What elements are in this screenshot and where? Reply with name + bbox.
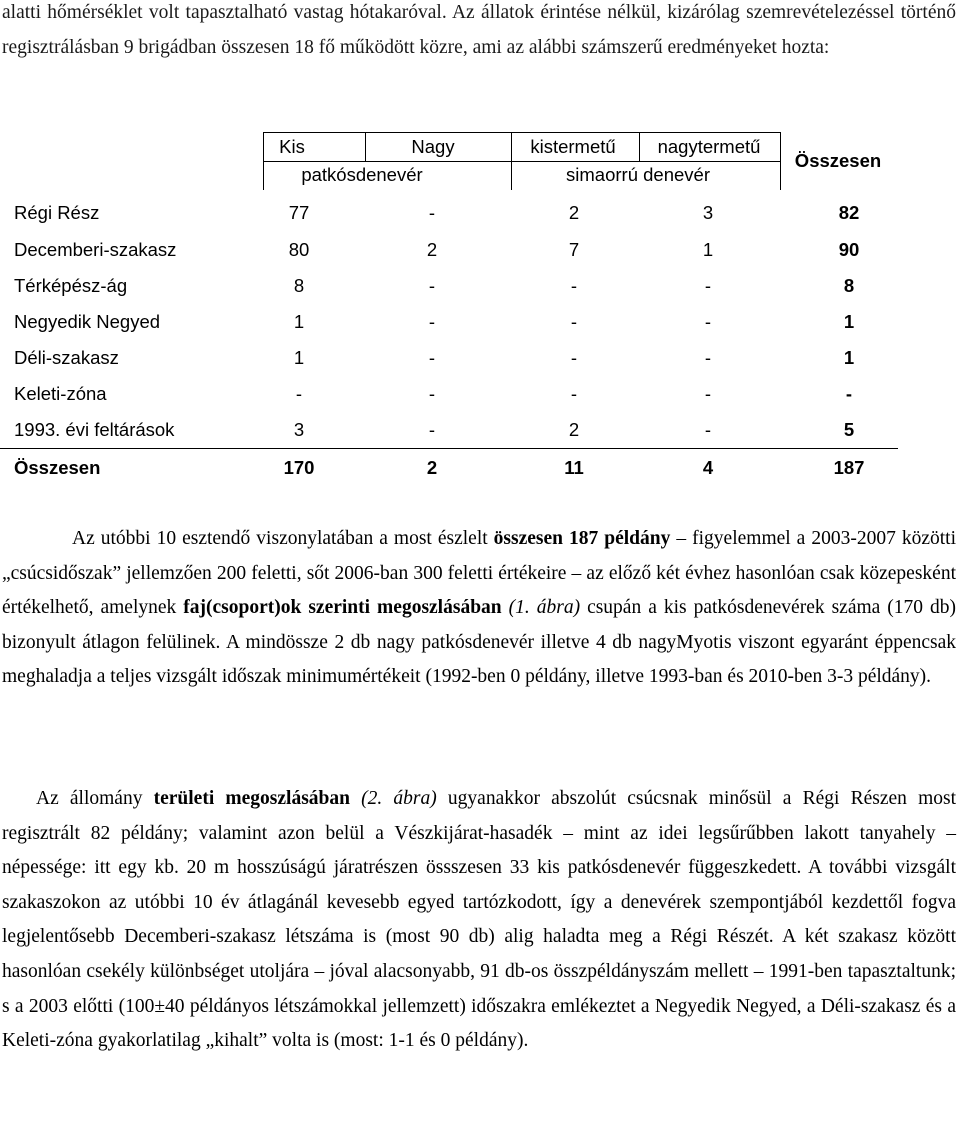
- cell-total: 82: [838, 202, 860, 223]
- cell-nagyter: -: [704, 419, 712, 440]
- row-label: 1993. évi feltárások: [14, 419, 175, 440]
- cell-kister: 7: [568, 239, 580, 260]
- header-kis: Kis: [279, 136, 305, 157]
- cell-kis: 1: [293, 311, 305, 332]
- cell-nagyter: -: [704, 383, 712, 404]
- cell-kis: 80: [288, 239, 310, 260]
- header-divider-kister: [639, 132, 640, 161]
- header-divider-kis: [365, 132, 366, 161]
- cell-kis: -: [295, 383, 303, 404]
- header-divider-right: [780, 132, 781, 190]
- cell-total: 8: [843, 275, 855, 296]
- cell-nagy: -: [428, 347, 436, 368]
- row-label: Decemberi-szakasz: [14, 239, 177, 260]
- cell-kister: -: [570, 347, 578, 368]
- cell-nagyter: -: [704, 275, 712, 296]
- total-nagyter: 4: [702, 457, 714, 478]
- total-row-label: Összesen: [14, 457, 101, 478]
- total-osszesen: 187: [833, 457, 865, 478]
- header-simaorru-denever: simaorrú denevér: [566, 164, 710, 185]
- row-label: Régi Rész: [14, 202, 100, 223]
- header-patkosdenever: patkósdenevér: [301, 164, 423, 185]
- total-kis: 170: [283, 457, 315, 478]
- total-kister: 11: [564, 457, 584, 478]
- row-label: Negyedik Negyed: [14, 311, 161, 332]
- row-label: Keleti-zóna: [14, 383, 107, 404]
- cell-kister: 2: [568, 419, 580, 440]
- cell-nagy: -: [428, 311, 436, 332]
- cell-total: 1: [843, 311, 855, 332]
- body-paragraph-1: Az utóbbi 10 esztendő viszonylatában a most észlelt összesen 187 példány – figyelemmel a 2003-2007 közötti „csúcsidőszak” jellemzően 200 feletti, sőt 2006-ban 300 feletti értékeire – az előző két évhez hasonlóan csak közepesként értékelhető, amelynek faj(csoport)ok szerinti megoszlásában (1. ábra) csupán a kis patkósdenevérek száma (170 db) bizonyult átlagon felülinek. A mindössze 2 db nagy patkósdenevér illetve 4 db nagyMyotis viszont egyaránt éppencsak meghaladja a teljes vizsgált időszak minimumértékeit (1992-ben 0 példány, illetve 1993-ban és 2010-ben 3-3 példány).: [2, 528, 957, 688]
- cell-nagyter: -: [704, 347, 712, 368]
- cell-total: -: [845, 383, 853, 404]
- header-top-rule: [263, 132, 780, 133]
- bat-count-table: [0, 130, 900, 490]
- cell-kis: 3: [293, 419, 305, 440]
- body-paragraph-2: Az állomány területi megoszlásában (2. ábra) ugyanakkor abszolút csúcsnak minősül a Régi Részen most regisztrált 82 példány; valamint azon belül a Vészkijárat-hasadék – mint az idei legsűrűbben lakott tanyahely – népessége: itt egy kb. 20 m hosszúságú járatrészen össszesen 33 kis patkósdenevér függeszkedett. A további vizsgált szakaszokon az utóbbi 10 év átlagánál kevesebb egyed tartózkodott, így a denevérek szempontjából kezdettől fogva legjelentősebb Decemberi-szakasz létszáma is (most 90 db) alig haladta meg a Régi Részét. A két szakasz között hasonlóan csekély különbséget utoljára – jóval alacsonyabb, 91 db-os összpéldányszám mellett – 1991-ben tapasztaltunk; s a 2003 előtti (100±40 példányos létszámokkal jellemzett) időszakra emlékeztet a Negyedik Negyed, a Déli-szakasz és a Keleti-zóna gyakorlatilag „kihalt” volta is (most: 1-1 és 0 példány).: [2, 788, 956, 1052]
- cell-total: 1: [843, 347, 855, 368]
- header-nagytermetu: nagytermetű: [657, 136, 761, 157]
- header-divider-left: [263, 132, 264, 190]
- cell-kister: 2: [568, 202, 580, 223]
- cell-nagy: -: [428, 419, 436, 440]
- cell-nagy: -: [428, 275, 436, 296]
- cell-kister: -: [570, 275, 578, 296]
- cell-kister: -: [570, 311, 578, 332]
- header-osszesen: Összesen: [794, 150, 882, 171]
- total-nagy: 2: [426, 457, 438, 478]
- row-label: Térképész-ág: [14, 275, 128, 296]
- cell-nagy: -: [428, 202, 436, 223]
- header-kistermetu: kistermetű: [530, 136, 616, 157]
- cell-kis: 77: [288, 202, 310, 223]
- header-mid-rule: [263, 161, 780, 162]
- cell-nagyter: 1: [702, 239, 714, 260]
- cell-kis: 8: [293, 275, 305, 296]
- header-nagy: Nagy: [411, 136, 455, 157]
- cell-nagy: 2: [426, 239, 438, 260]
- cell-kis: 1: [293, 347, 305, 368]
- cell-kister: -: [570, 383, 578, 404]
- total-row-rule: [0, 448, 898, 449]
- row-label: Déli-szakasz: [14, 347, 119, 368]
- cell-total: 90: [838, 239, 860, 260]
- header-divider-mid: [511, 132, 512, 190]
- cell-nagy: -: [428, 383, 436, 404]
- intro-paragraph: alatti hőmérséklet volt tapasztalható vastag hótakaróval. Az állatok érintése nélkül, kizárólag szemrevételezéssel történő regisztrálásban 9 brigádban összesen 18 fő működött közre, ami az alábbi számszerű eredményeket hozta:: [2, 2, 956, 58]
- cell-nagyter: 3: [702, 202, 714, 223]
- cell-total: 5: [843, 419, 855, 440]
- cell-nagyter: -: [704, 311, 712, 332]
